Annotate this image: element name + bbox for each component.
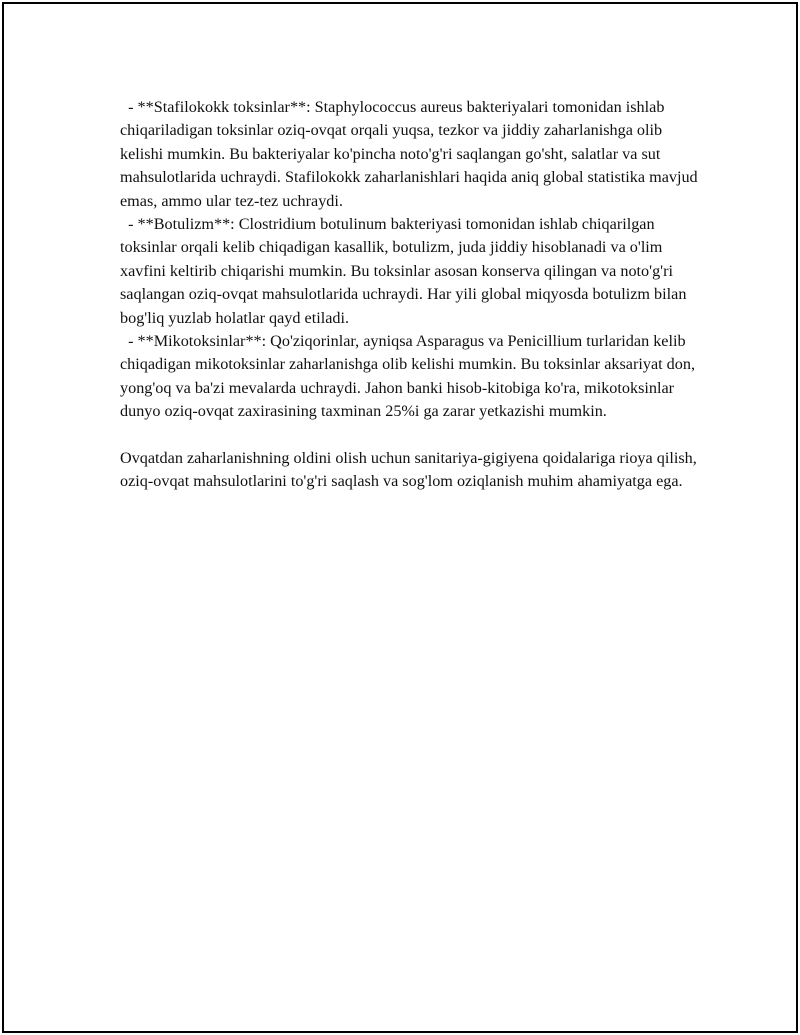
closing-paragraph: Ovqatdan zaharlanishning oldini olish uchun sanitariya-gigiyena qoidalariga rioya qilish, oziq-ovqat mahsulotlarini to'g'ri saqlash va sog'lom oziqlanish muhim ahamiyatga ega.: [120, 449, 701, 491]
bullet-staphylococcal-toxins: - **Stafilokokk toksinlar**: Staphylococcus aureus bakteriyalari tomonidan ishlab chiqariladigan toksinlar oziq-ovqat orqali yuqsa, tezkor va jiddiy zaharlanishga olib kelishi mumkin. Bu bakteriyalar ko'pincha noto'g'ri saqlangan go'sht, salatlar va sut mahsulotlarida uchraydi. Stafilokokk zaharlanishlari haqida aniq global statistika mavjud emas, ammo ular tez-tez uchraydi.: [120, 98, 702, 210]
bullet-botulism: - **Botulizm**: Clostridium botulinum bakteriyasi tomonidan ishlab chiqarilgan toksinlar orqali kelib chiqadigan kasallik, botulizm, juda jiddiy hisoblanadi va o'lim xavfini keltirib chiqarishi mumkin. Bu toksinlar asosan konserva qilingan va noto'g'ri saqlangan oziq-ovqat mahsulotlarida uchraydi. Har yili global miqyosda botulizm bilan bog'liq yuzlab holatlar qayd etiladi.: [120, 215, 691, 327]
paragraph-spacer: [120, 424, 700, 447]
bullet-mycotoxins: - **Mikotoksinlar**: Qo'ziqorinlar, ayniqsa Asparagus va Penicillium turlaridan kelib chiqadigan mikotoksinlar zaharlanishga olib kelishi mumkin. Bu toksinlar aksariyat don, yong'oq va ba'zi mevalarda uchraydi. Jahon banki hisob-kitobiga ko'ra, mikotoksinlar dunyo oziq-ovqat zaxirasining taxminan 25%i ga zarar yetkazishi mumkin.: [120, 332, 700, 421]
page-frame: [2, 2, 798, 1033]
document-body: [120, 96, 700, 494]
